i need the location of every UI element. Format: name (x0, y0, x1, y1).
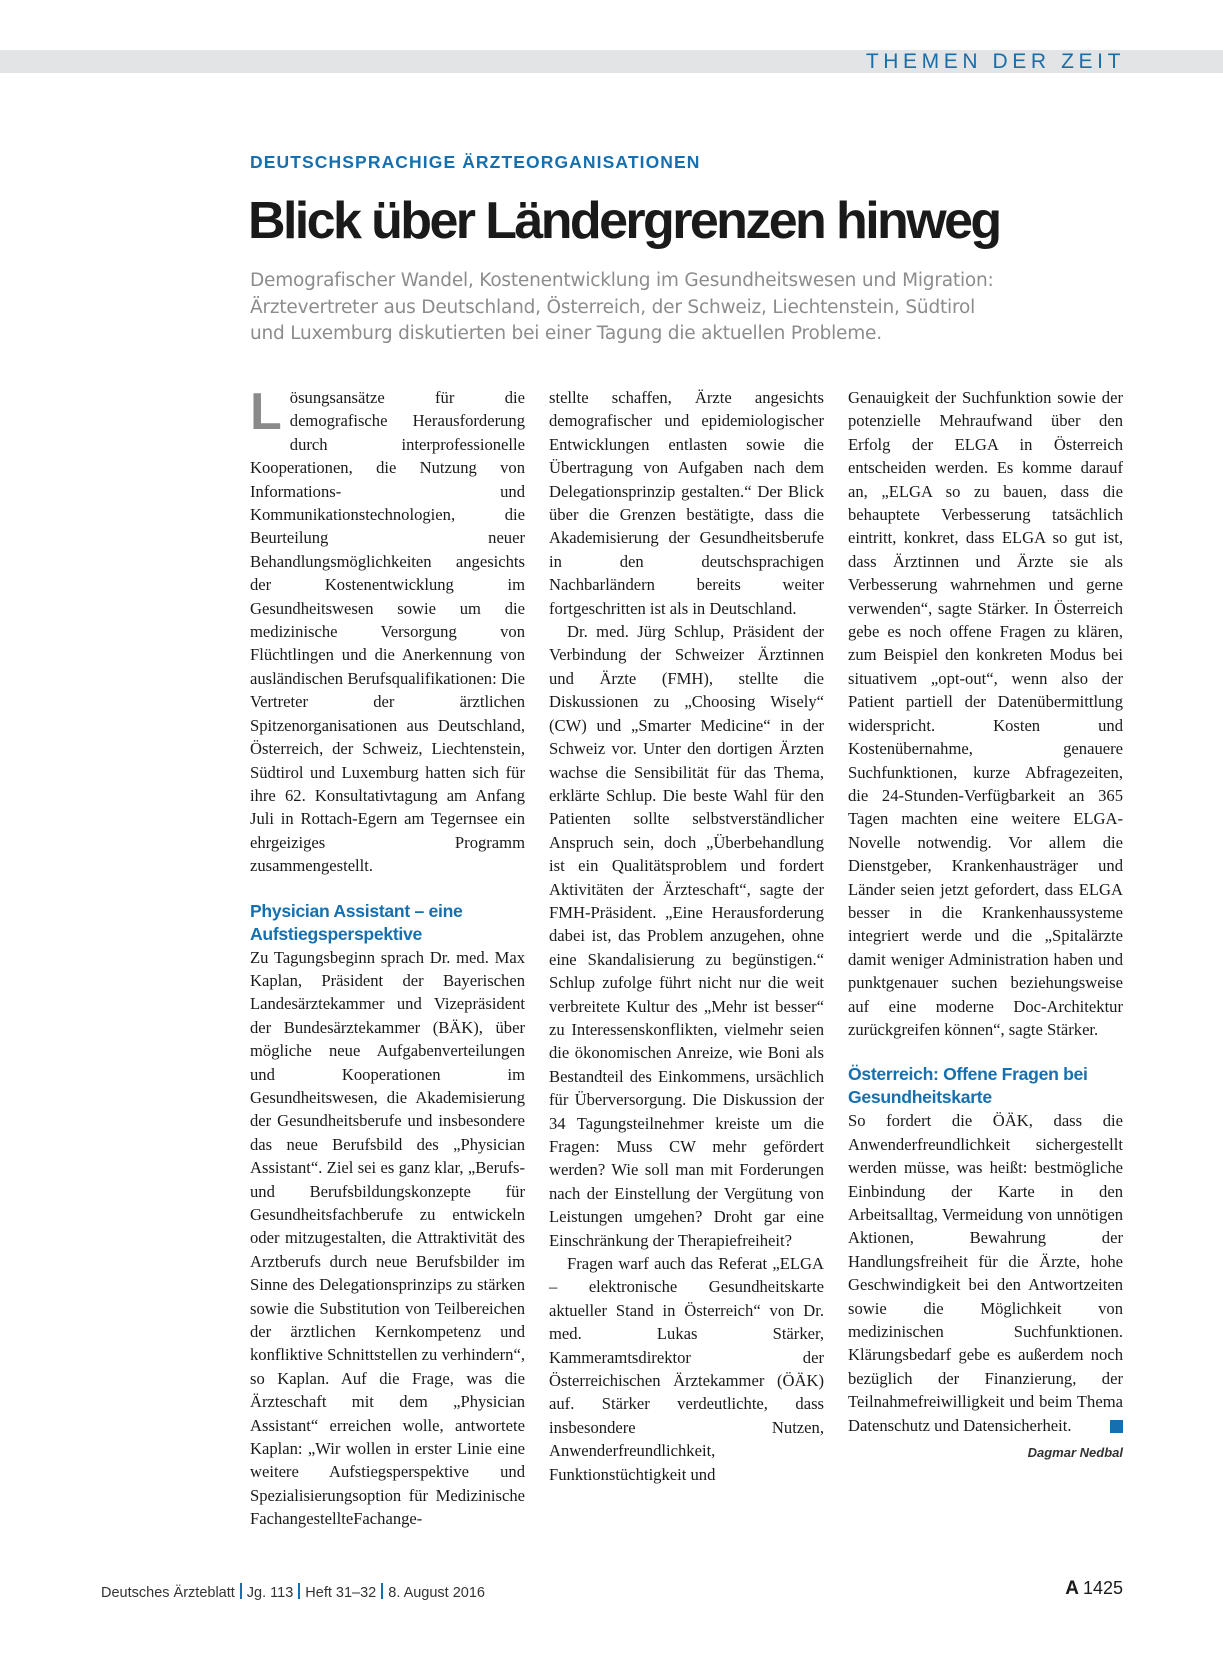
issue: Heft 31–32 (305, 1585, 377, 1601)
article-dek (250, 268, 1110, 348)
author-byline: Dagmar Nedbal (1027, 1445, 1123, 1461)
footer-separator (298, 1583, 300, 1599)
body-paragraph: Dr. med. Jürg Schlup, Präsident der Verbindung der Schweizer Ärztinnen und Ärzte (FMH), stellte die Diskussionen zu „Choosing Wisely“ (CW) und „Smarter Medicine“ in der Schweiz vor. Unter den dortigen Ärzten wachse die Sensibilität für das Thema, erklärte Schlup. Die beste Wahl für den Patienten sollte selbstverständlicher Anspruch sein, doch „Überbehandlung ist ein Qualitätsproblem und fordert Aktivitäten der Ärzteschaft“, sagte der FMH-Präsident. „Eine Herausforderung dabei ist, das Problem anzugehen, ohne eine Skandalisierung zu begünstigen.“ Schlup zufolge führt nicht nur die weit verbreitete Kultur des „Mehr ist besser“ zu Interessenskonflikten, vielmehr seien die ökonomischen Anreize, wie Boni als Bestandteil des Einkommens, ursächlich für Überversorgung. Die Diskussion der 34 Tagungsteilnehmer kreiste um die Fragen: Muss CW mehr gefördert werden? Wie soll man mit Forderungen nach der Einstellung der Vergütung von Leistungen umgehen? Droht gar eine Einschränkung der Therapiefreiheit? (549, 622, 824, 1250)
subhead-physician-assistant: Physician Assistant – eine Aufstiegsperspektive (250, 900, 463, 944)
body-paragraph: Fragen warf auch das Referat „ELGA – elektronische Gesundheitskarte aktueller Stand in Österreich“ von Dr. med. Lukas Stärker, Kammeramtsdirektor der Österreichischen Ärztekammer (ÖÄK) auf. Stärker verdeutlichte, dass insbesondere Nutzen, Anwenderfreundlichkeit, Funktionstüchtigkeit und (549, 1254, 824, 1484)
footer-separator (240, 1583, 242, 1599)
section-label: THEMEN DER ZEIT (865, 50, 1125, 73)
dek-line: Demografischer Wandel, Kostenentwicklung im Gesundheitswesen und Migration: (250, 270, 994, 291)
text-column-3 (848, 386, 1123, 1464)
intro-paragraph: Lösungsansätze für die demografische Herausforderung durch interprofessionelle Kooperationen, die Nutzung von Informations- und Kommunikationstechnologien, die Beurteilung neuer Behandlungsmöglichkeiten angesichts der Kostenentwicklung im Gesundheitswesen sowie um die medizinische Versorgung von Flüchtlingen und die Anerkennung von ausländischen Berufsqualifikationen: Die Vertreter der ärztlichen Spitzenorganisationen aus Deutschland, Österreich, der Schweiz, Liechtenstein, Südtirol und Luxemburg hatten sich für ihre 62. Konsultativtagung am Anfang Juli in Rottach-Egern am Tegernsee ein ehrgeiziges Programm zusammengestellt. (250, 383, 525, 876)
publication-name: Deutsches Ärzteblatt (101, 1585, 235, 1601)
issue-date: 8. August 2016 (388, 1585, 485, 1601)
end-mark-icon (1110, 1420, 1123, 1433)
article-kicker: DEUTSCHSPRACHIGE ÄRZTEORGANISATIONEN (250, 152, 701, 172)
page-footer (101, 1583, 485, 1601)
dek-line: und Luxemburg diskutierten bei einer Tagung die aktuellen Probleme. (250, 323, 882, 344)
footer-separator (381, 1583, 383, 1599)
page-number: A 1425 (1065, 1578, 1123, 1599)
drop-cap: L (250, 383, 282, 441)
article-title: Blick über Ländergrenzen hinweg (248, 192, 1000, 250)
text-column-2 (549, 386, 824, 1486)
body-paragraph: stellte schaffen, Ärzte angesichts demografischer und epidemiologischer Entwicklungen entlasten sowie die Übertragung von Aufgaben nach dem Delegationsprinzip gestalten.“ Der Blick über die Grenzen bestätigte, dass die Akademisierung der Gesundheitsberufe in den deutschsprachigen Nachbarländern bereits weiter fortgeschritten ist als in Deutschland. (549, 388, 824, 618)
body-paragraph: So fordert die ÖÄK, dass die Anwenderfreundlichkeit sichergestellt werden müsse, was heißt: bestmögliche Einbindung der Karte in den Arbeitsalltag, Vermeidung von unnötigen Aktionen, Bewahrung der Handlungsfreiheit für die Ärzte, hohe Geschwindigkeit bei den Antwortzeiten sowie die Möglichkeit von medizinischen Suchfunktionen. Klärungsbedarf gebe es außerdem noch bezüglich der Finanzierung, der Teilnahmefreiwilligkeit und beim Thema Datenschutz und Datensicherheit. (848, 1111, 1123, 1435)
text-column-1 (250, 383, 525, 1531)
subhead-oesterreich: Österreich: Offene Fragen bei Gesundheitskarte (848, 1064, 1088, 1108)
dek-line: Ärztevertreter aus Deutschland, Österreich, der Schweiz, Liechtenstein, Südtirol (250, 296, 976, 318)
volume: Jg. 113 (246, 1585, 294, 1601)
body-paragraph: Genauigkeit der Suchfunktion sowie der potenzielle Mehraufwand über den Erfolg der ELGA in Österreich entscheiden werden. Es komme darauf an, „ELGA so zu bauen, dass die behauptete Verbesserung tatsächlich eintritt, konkret, dass ELGA so gut ist, dass Ärztinnen und Ärzte sie als Verbesserung wahrnehmen und gerne verwenden“, sagte Stärker. In Österreich gebe es noch offene Fragen zu klären, zum Beispiel den konkreten Modus bei situativem „opt-out“, wenn also der Patient partiell der Datenübermittlung widerspricht. Kosten und Kostenübernahme, genauere Suchfunktionen, kurze Abfragezeiten, die 24-Stunden-Verfügbarkeit an 365 Tagen machten eine weitere ELGA-Novelle notwendig. Vor allem die Dienstgeber, Krankenhausträger und Länder seien jetzt gefordert, dass ELGA besser in die Krankenhaussysteme integriert werde und die „Spitalärzte damit weniger Administration haben und punktgenauer suchen beziehungsweise auf eine moderne Doc-Architektur zurückgreifen können“, sagte Stärker. (848, 388, 1123, 1039)
body-paragraph: Zu Tagungsbeginn sprach Dr. med. Max Kaplan, Präsident der Bayerischen Landesärztekammer und Vizepräsident der Bundesärztekammer (BÄK), über mögliche neue Aufgabenverteilungen und Kooperationen im Gesundheitswesen, die Akademisierung der Gesundheitsberufe und insbesondere das neue Berufsbild des „Physician Assistant“. Ziel sei es ganz klar, „Berufs- und Berufsbildungskonzepte für Gesundheitsfachberufe zu entwickeln oder mitzugestalten, die Attraktivität des Arztberufs durch neue Berufsbilder im Sinne des Delegationsprinzips zu stärken sowie die Substitution von Teilbereichen der ärztlichen Kernkompetenz und konfliktive Schnittstellen zu verhindern“, so Kaplan. Auf die Frage, was die Ärzteschaft mit dem „Physician Assistant“ erreichen wolle, antwortete Kaplan: „Wir wollen in erster Linie eine weitere Aufstiegsperspektive und Spezialisierungsoption für Medizinische FachangestellteFachange- (250, 947, 525, 1529)
